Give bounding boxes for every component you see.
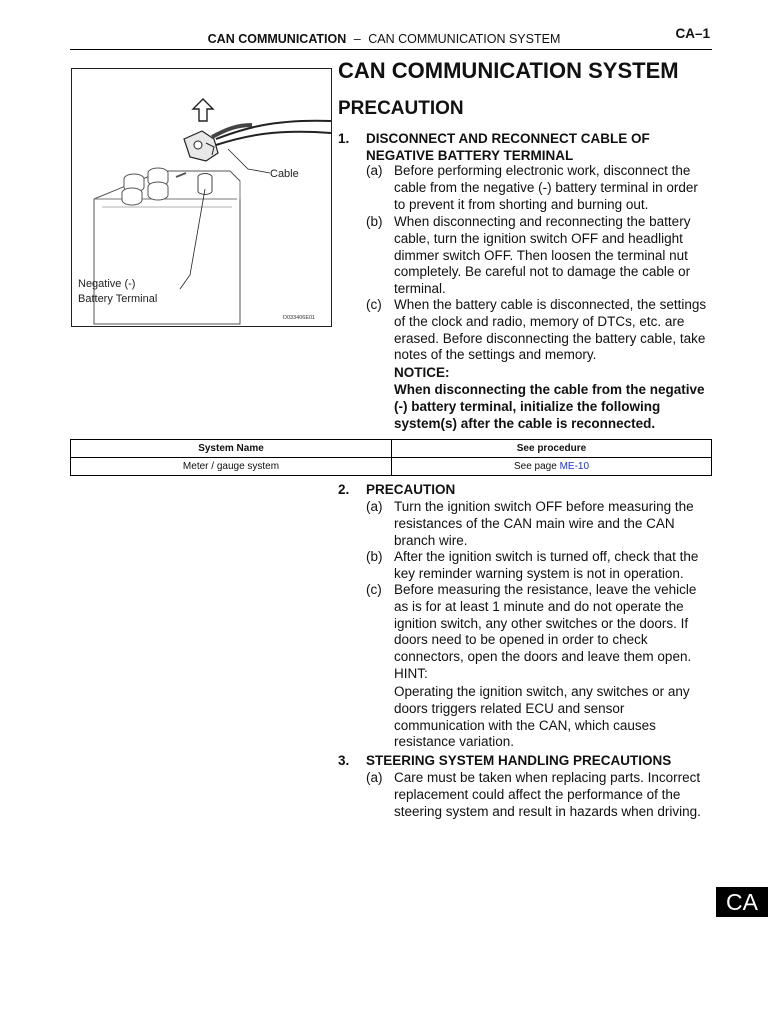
- figure-code: D033406E01: [283, 315, 316, 321]
- cell-see-procedure: [392, 458, 712, 476]
- hint-text: Operating the ignition switch, any switches or any doors triggers related ECU and sensor communication with the CAN, which causes resistance variation.: [394, 684, 690, 750]
- step1-b-mark: (b): [366, 214, 383, 229]
- page-link-me10[interactable]: ME-10: [559, 461, 590, 472]
- notice-text: When disconnecting the cable from the negative (-) battery terminal, initialize the following system(s) after the cable is reconnected.: [394, 382, 705, 431]
- step1-title: [366, 131, 712, 164]
- header-see-procedure: See procedure: [392, 440, 712, 458]
- step1-title-line1: DISCONNECT AND RECONNECT CABLE OF: [366, 131, 650, 146]
- page-id: CA–1: [675, 26, 710, 41]
- running-header: [0, 32, 768, 46]
- step1-number: 1.: [338, 131, 350, 146]
- header-title-bold: CAN COMMUNICATION: [207, 32, 347, 46]
- step2-c-text: Before measuring the resistance, leave the vehicle as is for at least 1 minute and do not operate the ignition switch, any other switches or the doors. If doors need to be opened in order to check connectors, open the doors and leave them open.: [394, 582, 697, 665]
- step2-a-mark: (a): [366, 499, 383, 514]
- step1-c-text: When the battery cable is disconnected, the settings of the clock and radio, memory of DTCs, etc. are erased. Before disconnecting the battery cable, take notes of the settings and memory.: [394, 297, 707, 363]
- hint-label: HINT:: [394, 666, 428, 681]
- table-row: [71, 458, 712, 476]
- step3-number: 3.: [338, 753, 350, 768]
- table-header-row: [71, 440, 712, 458]
- step3-title: STEERING SYSTEM HANDLING PRECAUTIONS: [366, 753, 672, 768]
- label-cable: Cable: [270, 168, 299, 180]
- battery-figure: [71, 68, 332, 327]
- label-terminal-line1: Negative (-): [78, 278, 136, 290]
- section-tab-ca: CA: [716, 887, 768, 917]
- section-title: PRECAUTION: [338, 98, 464, 119]
- label-terminal-line2: Battery Terminal: [78, 293, 158, 305]
- header-rule: [70, 49, 712, 50]
- step1-title-line2: NEGATIVE BATTERY TERMINAL: [366, 147, 574, 163]
- step1-a-text: Before performing electronic work, disconnect the cable from the negative (-) battery terminal in order to prevent it from shorting and burning out.: [394, 163, 698, 212]
- up-arrow-icon: [193, 99, 213, 121]
- cell-system-name: Meter / gauge system: [71, 458, 392, 476]
- step3-a-mark: (a): [366, 770, 383, 785]
- notice-label: NOTICE:: [394, 365, 450, 380]
- see-page-prefix: See page: [513, 461, 560, 472]
- step2-b-mark: (b): [366, 549, 383, 564]
- document-title: CAN COMMUNICATION SYSTEM: [338, 58, 679, 83]
- header-title-rest: CAN COMMUNICATION SYSTEM: [368, 32, 561, 46]
- step2-a-text: Turn the ignition switch OFF before measuring the resistances of the CAN main wire and the CAN branch wire.: [394, 499, 694, 548]
- step1-b-text: When disconnecting and reconnecting the battery cable, turn the ignition switch OFF and headlight dimmer switch OFF. Then loosen the terminal nut completely. Be careful not to damage the cable or terminal.: [394, 214, 691, 297]
- header-system-name: System Name: [71, 440, 392, 458]
- step1-a-mark: (a): [366, 163, 383, 178]
- step2-number: 2.: [338, 482, 350, 497]
- step3-a-text: Care must be taken when replacing parts. Incorrect replacement could affect the performance of the steering system and result in hazards when driving.: [394, 770, 701, 819]
- step2-c-mark: (c): [366, 582, 382, 597]
- step1-c-mark: (c): [366, 297, 382, 312]
- initialize-procedure-table: [70, 439, 712, 476]
- header-separator: –: [353, 32, 361, 46]
- step2-title: PRECAUTION: [366, 482, 456, 497]
- step2-b-text: After the ignition switch is turned off, check that the key reminder warning system is not in operation.: [394, 549, 699, 581]
